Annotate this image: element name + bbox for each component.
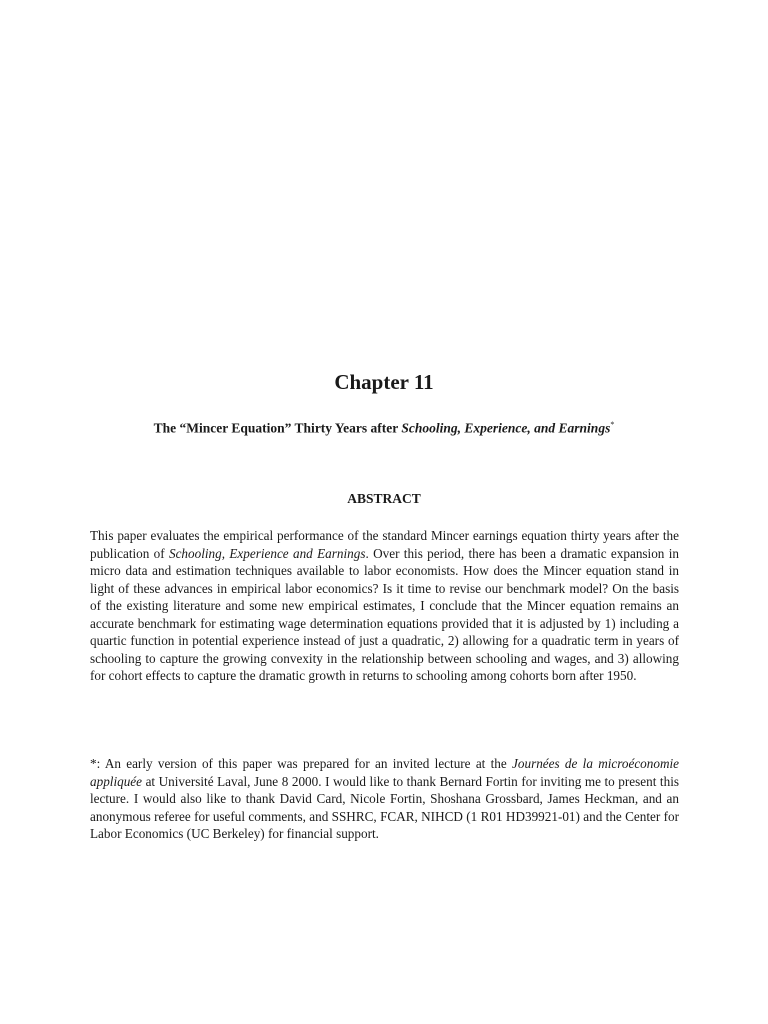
paper-title-book: Schooling, Experience, and Earnings <box>401 420 611 436</box>
footnote <box>90 755 679 843</box>
paper-title-prefix: The “Mincer Equation” Thirty Years after <box>153 420 402 436</box>
abstract-text-start: This paper evaluates the empirical performance of the standard Mincer earnings equation thirty years after the publication of <box>90 528 679 561</box>
abstract-text-rest: . Over this period, there has been a dramatic expansion in micro data and estimation techniques available to labor economists. How does the Mincer equation stand in light of these advances in empirical labor economics? Is it time to revise our benchmark model? On the basis of the existing literature and some new empirical estimates, I conclude that the Mincer equation remains an accurate benchmark for estimating wage determination equations provided that it is adjusted by 1) including a quartic function in potential experience instead of just a quadratic, 2) allowing for a quadratic term in years of schooling to capture the growing convexity in the relationship between schooling and wages, and 3) allowing for cohort effects to capture the dramatic growth in returns to schooling among cohorts born after 1950. <box>90 545 679 683</box>
footnote-marker: * <box>610 420 615 429</box>
footnote-event: Journées de la microéconomie appliquée <box>90 756 680 789</box>
footnote-lead: *: An early version of this paper was prepared for an invited lecture at the <box>90 756 513 771</box>
paper-title <box>0 420 768 437</box>
footnote-rest: at Université Laval, June 8 2000. I would like to thank Bernard Fortin for inviting me to present this lecture. I would also like to thank David Card, Nicole Fortin, Shoshana Grossbard, James Heckman, and an anonymous referee for useful comments, and SSHRC, FCAR, NIHCD (1 R01 HD39921-01) and the Center for Labor Economics (UC Berkeley) for financial support. <box>90 773 679 841</box>
abstract-body <box>90 527 679 685</box>
abstract-book-title: Schooling, Experience and Earnings <box>168 545 366 561</box>
chapter-title: Chapter 11 <box>334 370 434 394</box>
abstract-heading: ABSTRACT <box>347 491 421 506</box>
